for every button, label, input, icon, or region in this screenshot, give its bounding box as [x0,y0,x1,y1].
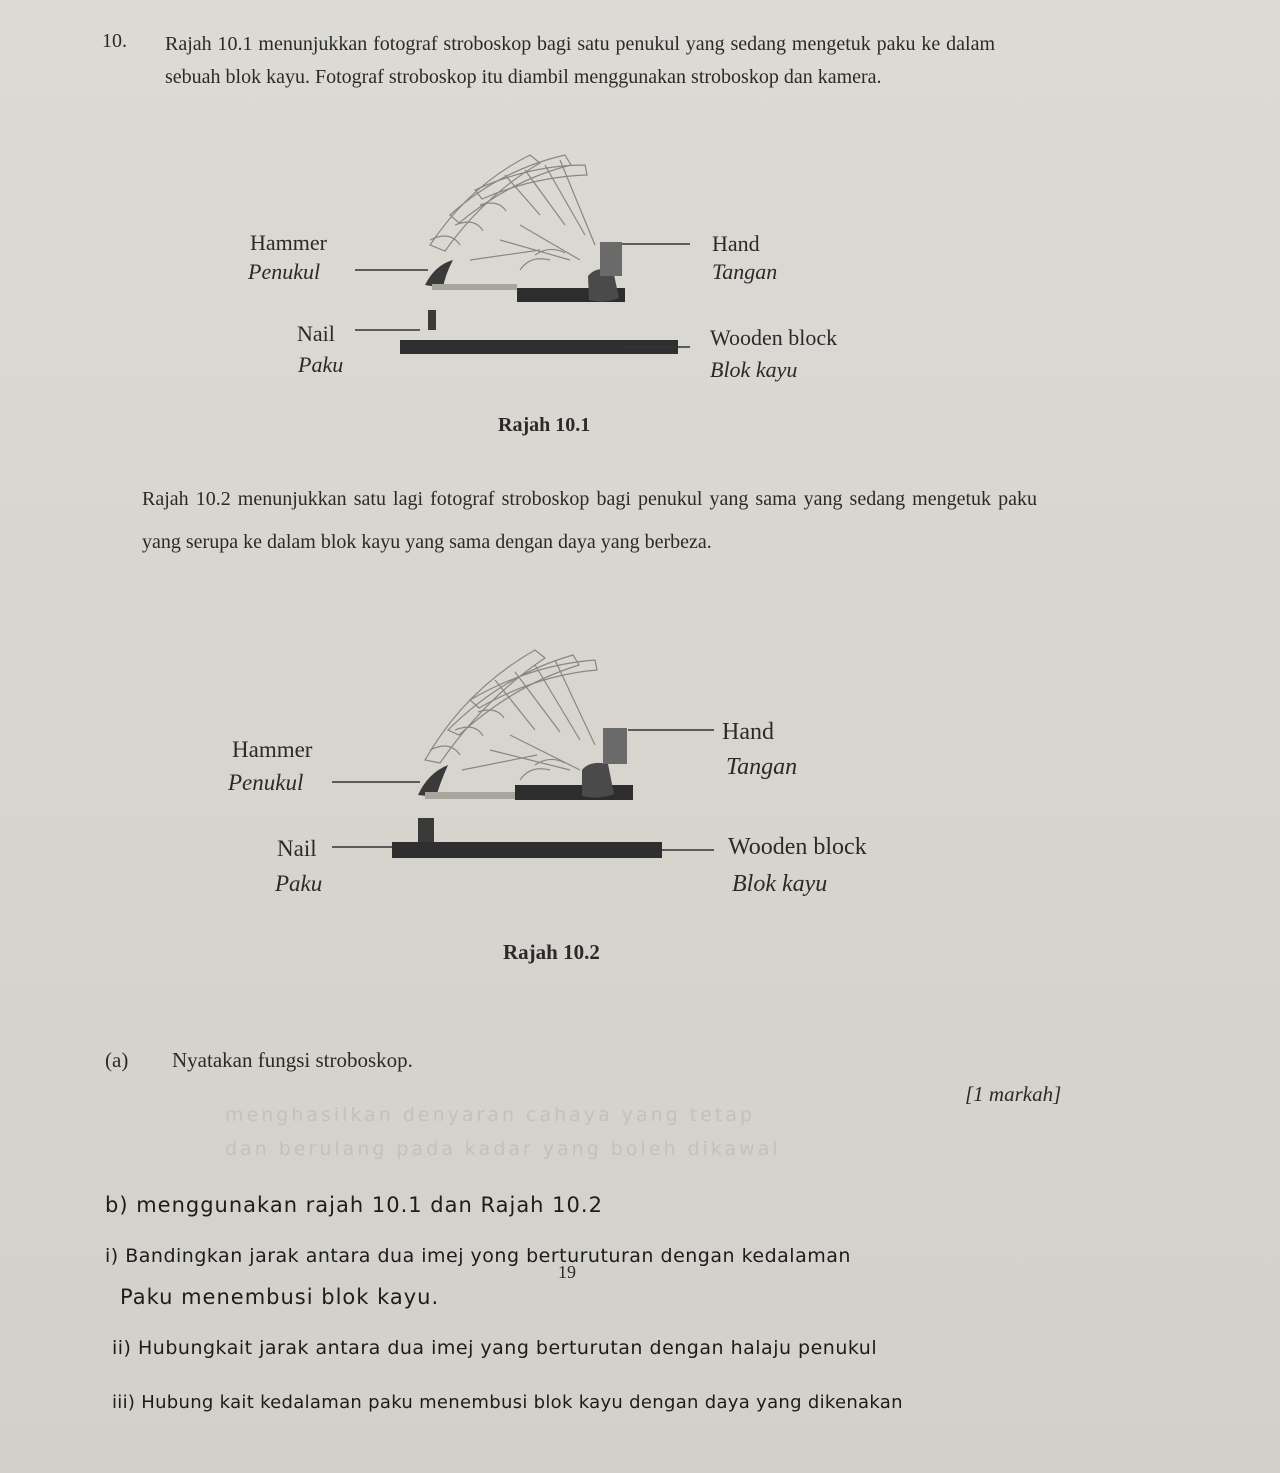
fig2-hand-label: Hand [722,719,774,745]
part-a-marks: [1 markah] [965,1082,1062,1106]
fig1-hammer-label: Hammer [250,230,327,255]
handwritten-iii: iii) Hubung kait kedalaman paku menembusi blok kayu dengan daya yang dikenakan [112,1392,903,1413]
part-a-question: Nyatakan fungsi stroboskop. [172,1048,413,1072]
page-number: 19 [558,1262,576,1282]
fig1-hand-label: Hand [712,231,760,256]
fig1-paku-label: Paku [298,352,344,377]
part-a-label: (a) [105,1048,129,1072]
erased-answer-line-2: dan berulang pada kadar yang boleh dikawal [225,1138,781,1160]
fig1-wooden-block-label: Wooden block [710,325,838,350]
handwritten-ii: ii) Hubungkait jarak antara dua imej yang berturutan dengan halaju penukul [112,1337,878,1359]
figure-1-caption: Rajah 10.1 [498,414,591,436]
fig2-penukul-label: Penukul [228,770,304,795]
fig1-blok-kayu-label: Blok kayu [710,357,798,382]
erased-answer-line-1: menghasilkan denyaran cahaya yang tetap [225,1104,756,1126]
figure-2-illustration [332,650,714,858]
handwritten-i-line-2: Paku menembusi blok kayu. [120,1285,440,1309]
fig1-penukul-label: Penukul [248,259,321,284]
figure-2-caption: Rajah 10.2 [503,940,600,964]
fig2-blok-kayu-label: Blok kayu [732,871,828,897]
handwritten-i-line-1: i) Bandingkan jarak antara dua imej yong berturuturan dengan kedalaman [105,1245,851,1267]
fig2-wooden-block-label: Wooden block [728,834,867,860]
fig2-nail-label: Nail [277,836,317,861]
fig1-nail-label: Nail [297,321,335,346]
handwritten-part-b: b) menggunakan rajah 10.1 dan Rajah 10.2 [105,1193,603,1217]
question-intro: Rajah 10.1 menunjukkan fotograf stroboskop bagi satu penukul yang sedang mengetuk paku ke dalam sebuah blok kayu. Fotograf stroboskop itu diambil menggunakan stroboskop dan kamera. [165,33,995,88]
question-paragraph-2: Rajah 10.2 menunjukkan satu lagi fotograf stroboskop bagi penukul yang sama yang sedang mengetuk paku yang serupa ke dalam blok kayu yang sama dengan daya yang berbeza. [142,488,1037,553]
fig1-tangan-label: Tangan [712,259,778,284]
fig2-hammer-label: Hammer [232,737,313,762]
question-number: 10. [102,30,127,52]
figure-1-illustration [355,155,690,354]
fig2-paku-label: Paku [275,871,323,896]
fig2-tangan-label: Tangan [726,754,798,780]
